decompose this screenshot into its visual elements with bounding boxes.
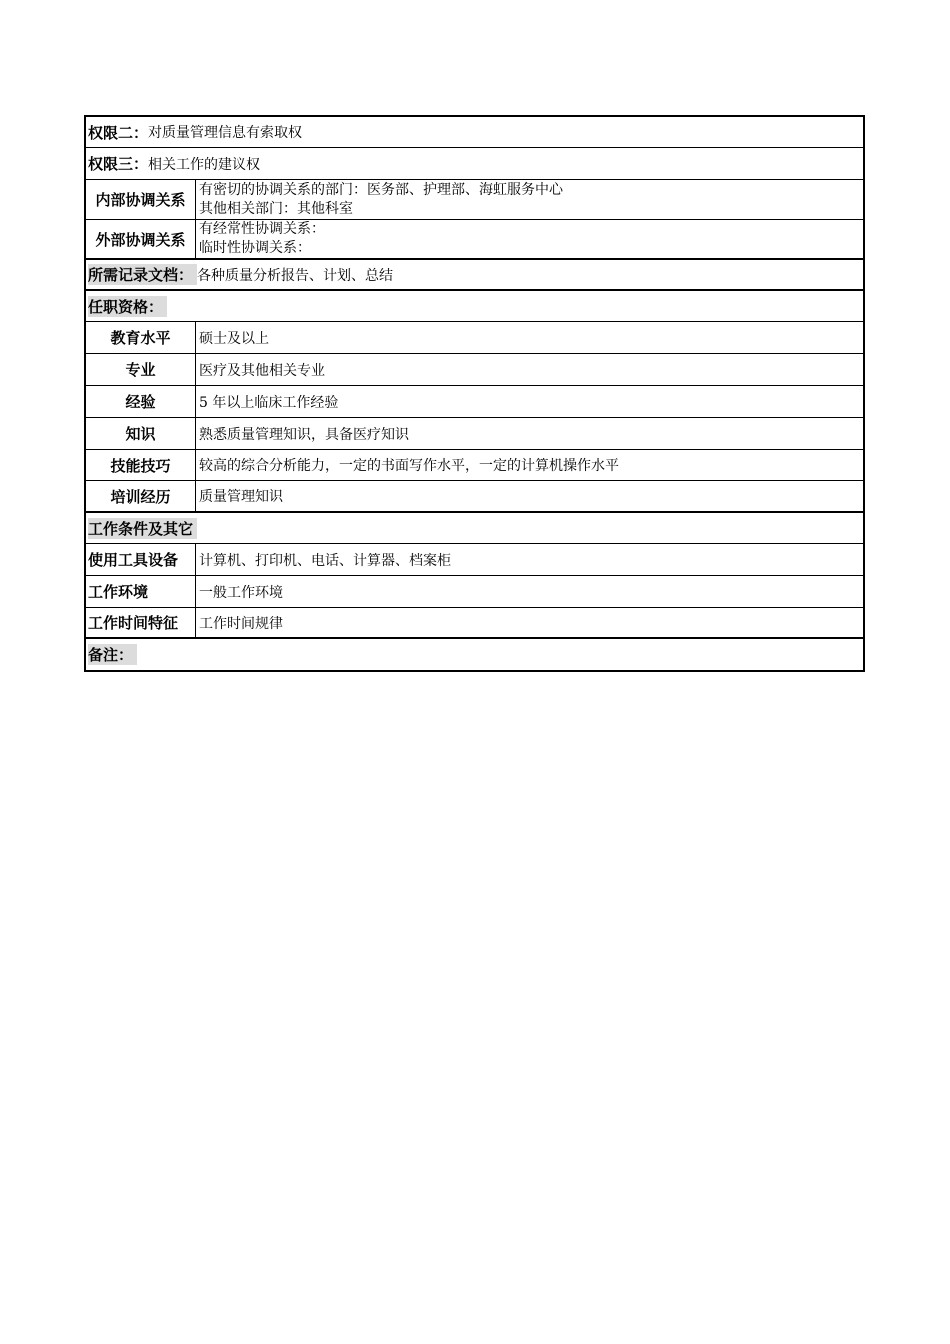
conditions-heading: 工作条件及其它	[88, 518, 197, 539]
qualification-value: 质量管理知识	[199, 489, 283, 505]
qualification-label: 知识	[86, 418, 196, 449]
external-coordination-line-1: 有经常性协调关系：	[199, 221, 325, 237]
internal-coordination-row	[86, 180, 863, 220]
qualification-row	[86, 354, 863, 386]
qualification-row	[86, 450, 863, 481]
records-row	[86, 260, 863, 291]
qualification-value: 硕士及以上	[199, 330, 269, 347]
qualification-label: 教育水平	[86, 322, 196, 353]
qualifications-heading: 任职资格：	[88, 296, 167, 317]
internal-coordination-line-1: 有密切的协调关系的部门：医务部、护理部、海虹服务中心	[199, 181, 563, 198]
qualification-row	[86, 386, 863, 418]
external-coordination-line-2: 临时性协调关系：	[199, 240, 311, 256]
external-coordination-label: 外部协调关系	[86, 220, 196, 258]
condition-row	[86, 544, 863, 576]
qualification-label: 技能技巧	[86, 450, 196, 480]
condition-value: 工作时间规律	[199, 615, 283, 632]
job-description-table	[84, 115, 865, 672]
authority-two-text: 对质量管理信息有索取权	[148, 125, 303, 141]
internal-coordination-line-2: 其他相关部门：其他科室	[199, 200, 353, 217]
qualification-value: 较高的综合分析能力，一定的书面写作水平，一定的计算机操作水平	[199, 458, 619, 474]
remarks-cell	[86, 639, 863, 670]
authority-two-row	[86, 117, 863, 148]
condition-row	[86, 576, 863, 608]
condition-value: 一般工作环境	[199, 584, 283, 601]
condition-row	[86, 608, 863, 639]
condition-value: 计算机、打印机、电话、计算器、档案柜	[199, 552, 451, 569]
external-coordination-row	[86, 220, 863, 260]
records-cell	[86, 260, 863, 289]
external-coordination-value	[196, 220, 863, 258]
qualification-row	[86, 418, 863, 450]
conditions-heading-cell	[86, 513, 863, 543]
qualification-label: 经验	[86, 386, 196, 417]
records-text: 各种质量分析报告、计划、总结	[197, 267, 394, 284]
authority-two-label: 权限二：	[88, 123, 149, 142]
qualification-label: 专业	[86, 354, 196, 385]
authority-three-cell	[86, 148, 863, 179]
internal-coordination-value	[196, 180, 863, 219]
authority-three-row	[86, 148, 863, 180]
qualification-value: 5 年以上临床工作经验	[199, 394, 339, 411]
condition-label: 工作环境	[86, 576, 196, 607]
authority-three-text: 相关工作的建议权	[148, 156, 261, 173]
qualification-value: 医疗及其他相关专业	[199, 362, 325, 379]
internal-coordination-label: 内部协调关系	[86, 180, 196, 219]
qualifications-heading-row	[86, 291, 863, 322]
conditions-heading-row	[86, 513, 863, 544]
authority-two-cell	[86, 117, 863, 147]
qualification-row	[86, 322, 863, 354]
qualification-value: 熟悉质量管理知识，具备医疗知识	[199, 426, 409, 443]
records-label: 所需记录文档：	[88, 264, 197, 285]
remarks-label: 备注：	[88, 644, 137, 665]
condition-label: 使用工具设备	[86, 544, 196, 575]
condition-label: 工作时间特征	[86, 608, 196, 637]
remarks-row	[86, 639, 863, 670]
qualifications-heading-cell	[86, 291, 863, 321]
qualification-label: 培训经历	[86, 481, 196, 511]
authority-three-label: 权限三：	[88, 155, 149, 173]
qualification-row	[86, 481, 863, 513]
